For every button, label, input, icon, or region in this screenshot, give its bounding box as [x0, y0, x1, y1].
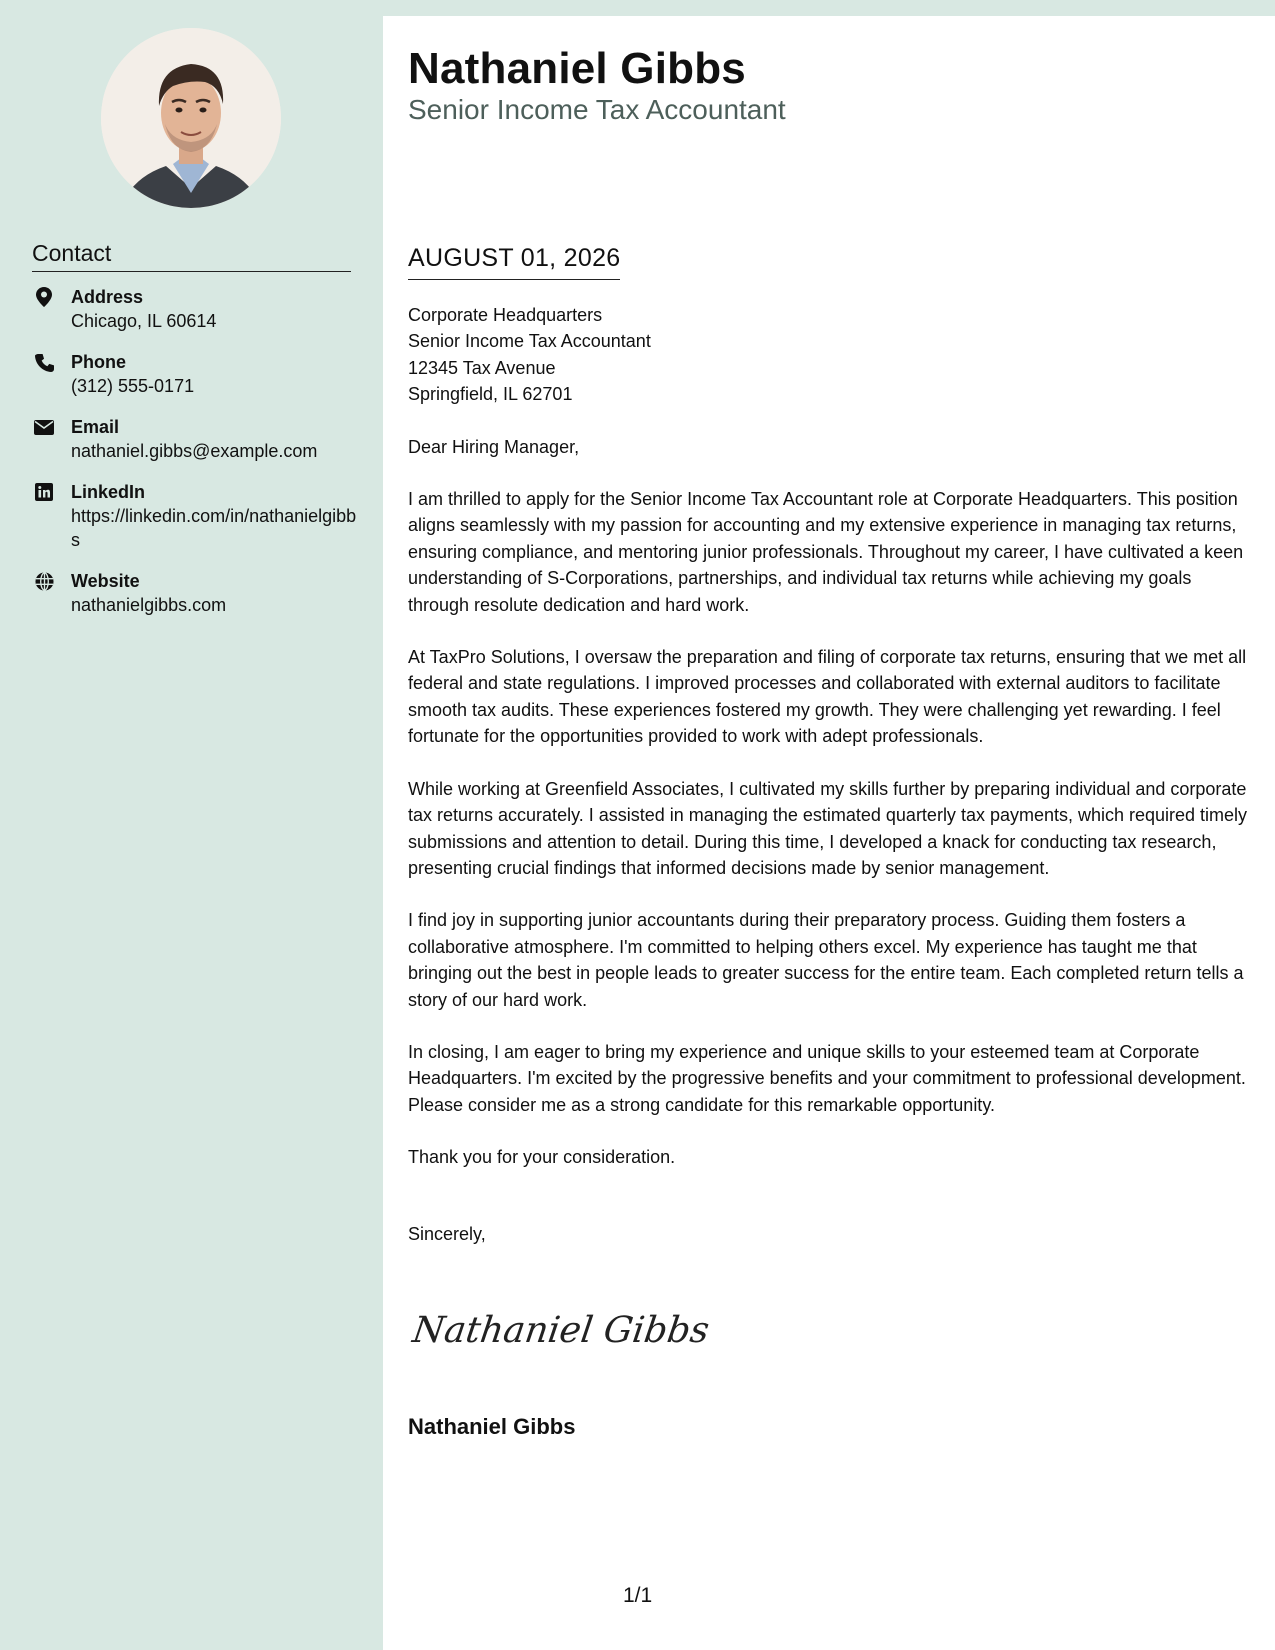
page-number: 1/1 [623, 1584, 653, 1607]
paragraph: While working at Greenfield Associates, I cultivated my skills further by preparing individual and corporate tax returns accurately. I assisted in managing the estimated quarterly tax payments, which required timely submissions and attention to detail. During this time, I developed a knack for conducting tax research, presenting crucial findings that informed decisions made by senior management. [408, 778, 1248, 878]
contact-address [32, 285, 362, 333]
contact-heading: Contact [32, 240, 351, 272]
contact-list [32, 285, 362, 634]
paragraph: Thank you for your consideration. [408, 1147, 676, 1168]
recipient-line: Corporate Headquarters [408, 305, 603, 325]
letter-date: AUGUST 01, 2026 [408, 244, 620, 280]
contact-value: Chicago, IL 60614 [71, 311, 217, 331]
contact-label: Website [71, 571, 140, 591]
letter-panel [383, 16, 1275, 1650]
portrait-image [101, 28, 281, 208]
paragraph: At TaxPro Solutions, I oversaw the preparation and filing of corporate tax returns, ensuring that we met all federal and state regulations. I improved processes and collaborated with external auditors to facilitate smooth tax audits. These experiences fostered my growth. They were challenging yet rewarding. I feel fortunate for the opportunities provided to work with adept professionals. [408, 647, 1247, 747]
envelope-icon [34, 417, 54, 437]
applicant-name: Nathaniel Gibbs [408, 44, 746, 93]
contact-value[interactable]: https://linkedin.com/in/nathanielgibbs [71, 506, 357, 550]
contact-website [32, 569, 362, 617]
applicant-title: Senior Income Tax Accountant [408, 94, 786, 125]
letter-body [408, 302, 1248, 1273]
profile-photo [101, 28, 281, 208]
map-pin-icon [34, 287, 54, 307]
contact-label: Address [71, 287, 144, 307]
recipient-line: Springfield, IL 62701 [408, 384, 573, 405]
paragraph: I am thrilled to apply for the Senior Income Tax Accountant role at Corporate Headquarters. This position aligns seamlessly with my passion for accounting and my extensive experience in managing tax returns, ensuring compliance, and mentoring junior professionals. Throughout my career, I have cultivated a keen understanding of S-Corporations, partnerships, and individual tax returns while achieving my goals through resolute dedication and hard work. [408, 489, 1244, 615]
globe-icon [34, 571, 54, 591]
linkedin-icon [34, 482, 54, 502]
contact-label: Phone [71, 352, 127, 372]
recipient-block [408, 302, 1248, 408]
contact-value[interactable]: nathanielgibbs.com [71, 595, 227, 615]
handwritten-signature: Nathaniel Gibbs [410, 1310, 712, 1351]
phone-icon [34, 352, 54, 372]
paragraph: I find joy in supporting junior accountants during their preparatory process. Guiding them fosters a collaborative atmosphere. I'm committed to helping others excel. My experience has taught me that bringing out the best in people leads to greater success for the entire team. Each completed return tells a story of our hard work. [408, 910, 1244, 1010]
sidebar [0, 0, 383, 1650]
contact-linkedin [32, 480, 362, 552]
recipient-line: Senior Income Tax Accountant [408, 331, 651, 352]
recipient-line: 12345 Tax Avenue [408, 357, 556, 378]
salutation: Dear Hiring Manager, [408, 436, 580, 457]
contact-email [32, 415, 362, 463]
contact-value[interactable]: nathaniel.gibbs@example.com [71, 441, 318, 461]
closing: Sincerely, [408, 1223, 486, 1244]
contact-label: Email [71, 417, 120, 437]
contact-value: (312) 555-0171 [71, 376, 195, 396]
signed-name: Nathaniel Gibbs [408, 1414, 576, 1439]
contact-phone [32, 350, 362, 398]
contact-label: LinkedIn [71, 482, 146, 502]
paragraph: In closing, I am eager to bring my experience and unique skills to your esteemed team at Corporate Headquarters. I'm excited by the progressive benefits and your commitment to professional development. Please consider me as a strong candidate for this remarkable opportunity. [408, 1041, 1246, 1115]
